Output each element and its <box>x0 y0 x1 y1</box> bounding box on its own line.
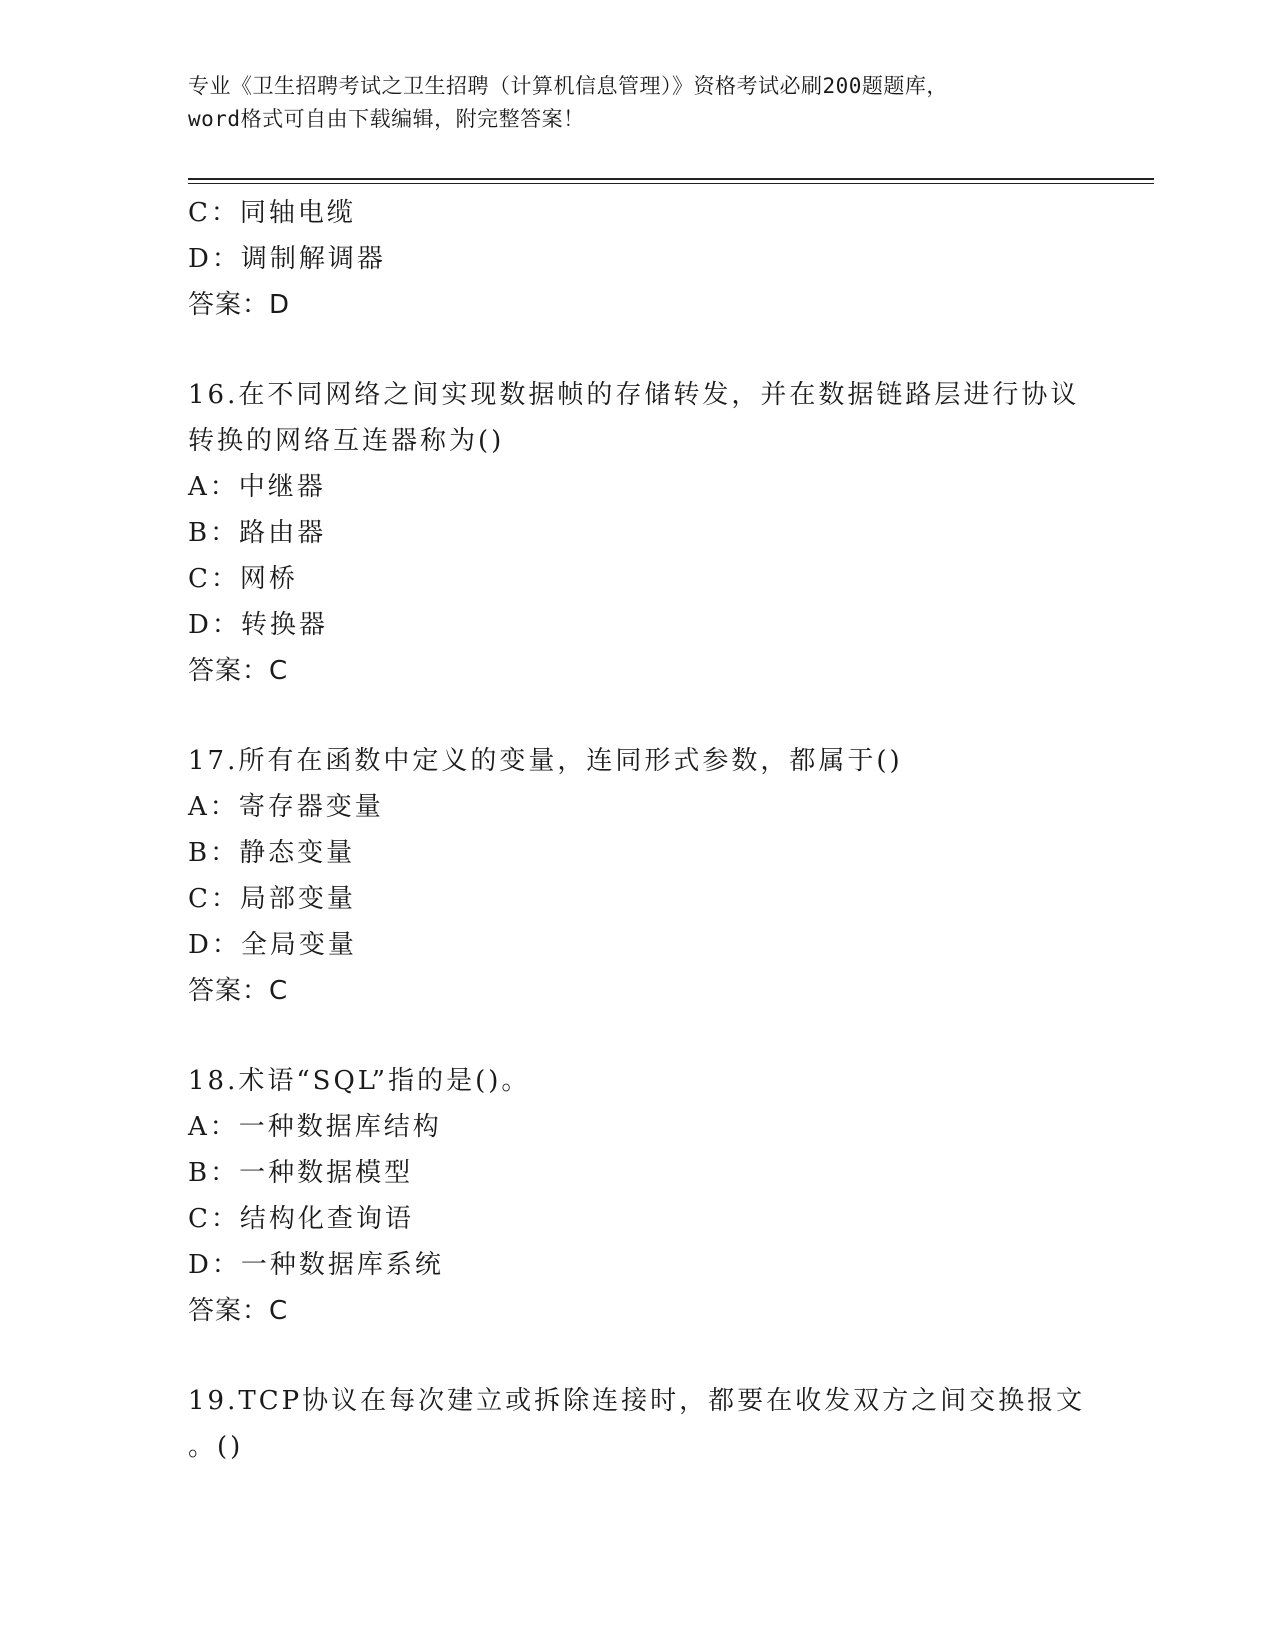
answer-line: 答案：C <box>188 1296 289 1326</box>
header-divider-thin <box>188 183 1154 184</box>
question-stem-line-1: 16.在不同网络之间实现数据帧的存储转发，并在数据链路层进行协议 <box>188 380 1080 410</box>
option-a: A：一种数据库结构 <box>188 1112 442 1142</box>
header-title-line-2: word格式可自由下载编辑，附完整答案！ <box>188 107 585 131</box>
option-b: B：静态变量 <box>188 838 356 868</box>
answer-line: 答案：C <box>188 656 289 686</box>
spacer <box>188 1014 1108 1058</box>
option-b: B：路由器 <box>188 518 327 548</box>
answer-line: 答案：D <box>188 290 291 320</box>
option-d: D：全局变量 <box>188 930 357 960</box>
header-divider-thick <box>188 178 1154 180</box>
option-c: C：局部变量 <box>188 884 356 914</box>
question-stem-line-2: 。() <box>188 1432 244 1462</box>
option-d: D：一种数据库系统 <box>188 1250 444 1280</box>
spacer <box>188 1334 1108 1378</box>
document-header <box>188 70 1068 136</box>
header-title-line-1: 专业《卫生招聘考试之卫生招聘（计算机信息管理）》资格考试必刷200题题库， <box>188 74 948 98</box>
spacer <box>188 694 1108 738</box>
question-stem-line-1: 19.TCP协议在每次建立或拆除连接时，都要在收发双方之间交换报文 <box>188 1386 1086 1416</box>
spacer <box>188 328 1108 372</box>
question-stem-line-1: 18.术语“SQL”指的是()。 <box>188 1066 531 1096</box>
option-c: C：网桥 <box>188 564 298 594</box>
question-15-continued <box>188 190 1108 328</box>
option-d: D：转换器 <box>188 610 328 640</box>
answer-line: 答案：C <box>188 976 289 1006</box>
option-a: A：寄存器变量 <box>188 792 384 822</box>
option-b: B：一种数据模型 <box>188 1158 414 1188</box>
option-c: C：结构化查询语 <box>188 1204 414 1234</box>
question-19 <box>188 1378 1108 1470</box>
question-stem-line-2: 转换的网络互连器称为() <box>188 426 505 456</box>
question-16 <box>188 372 1108 694</box>
question-list <box>188 190 1108 1470</box>
question-18 <box>188 1058 1108 1334</box>
option-c: C：同轴电缆 <box>188 198 356 228</box>
question-stem-line-1: 17.所有在函数中定义的变量，连同形式参数，都属于() <box>188 746 903 776</box>
option-a: A：中继器 <box>188 472 326 502</box>
option-d: D：调制解调器 <box>188 244 386 274</box>
question-17 <box>188 738 1108 1014</box>
